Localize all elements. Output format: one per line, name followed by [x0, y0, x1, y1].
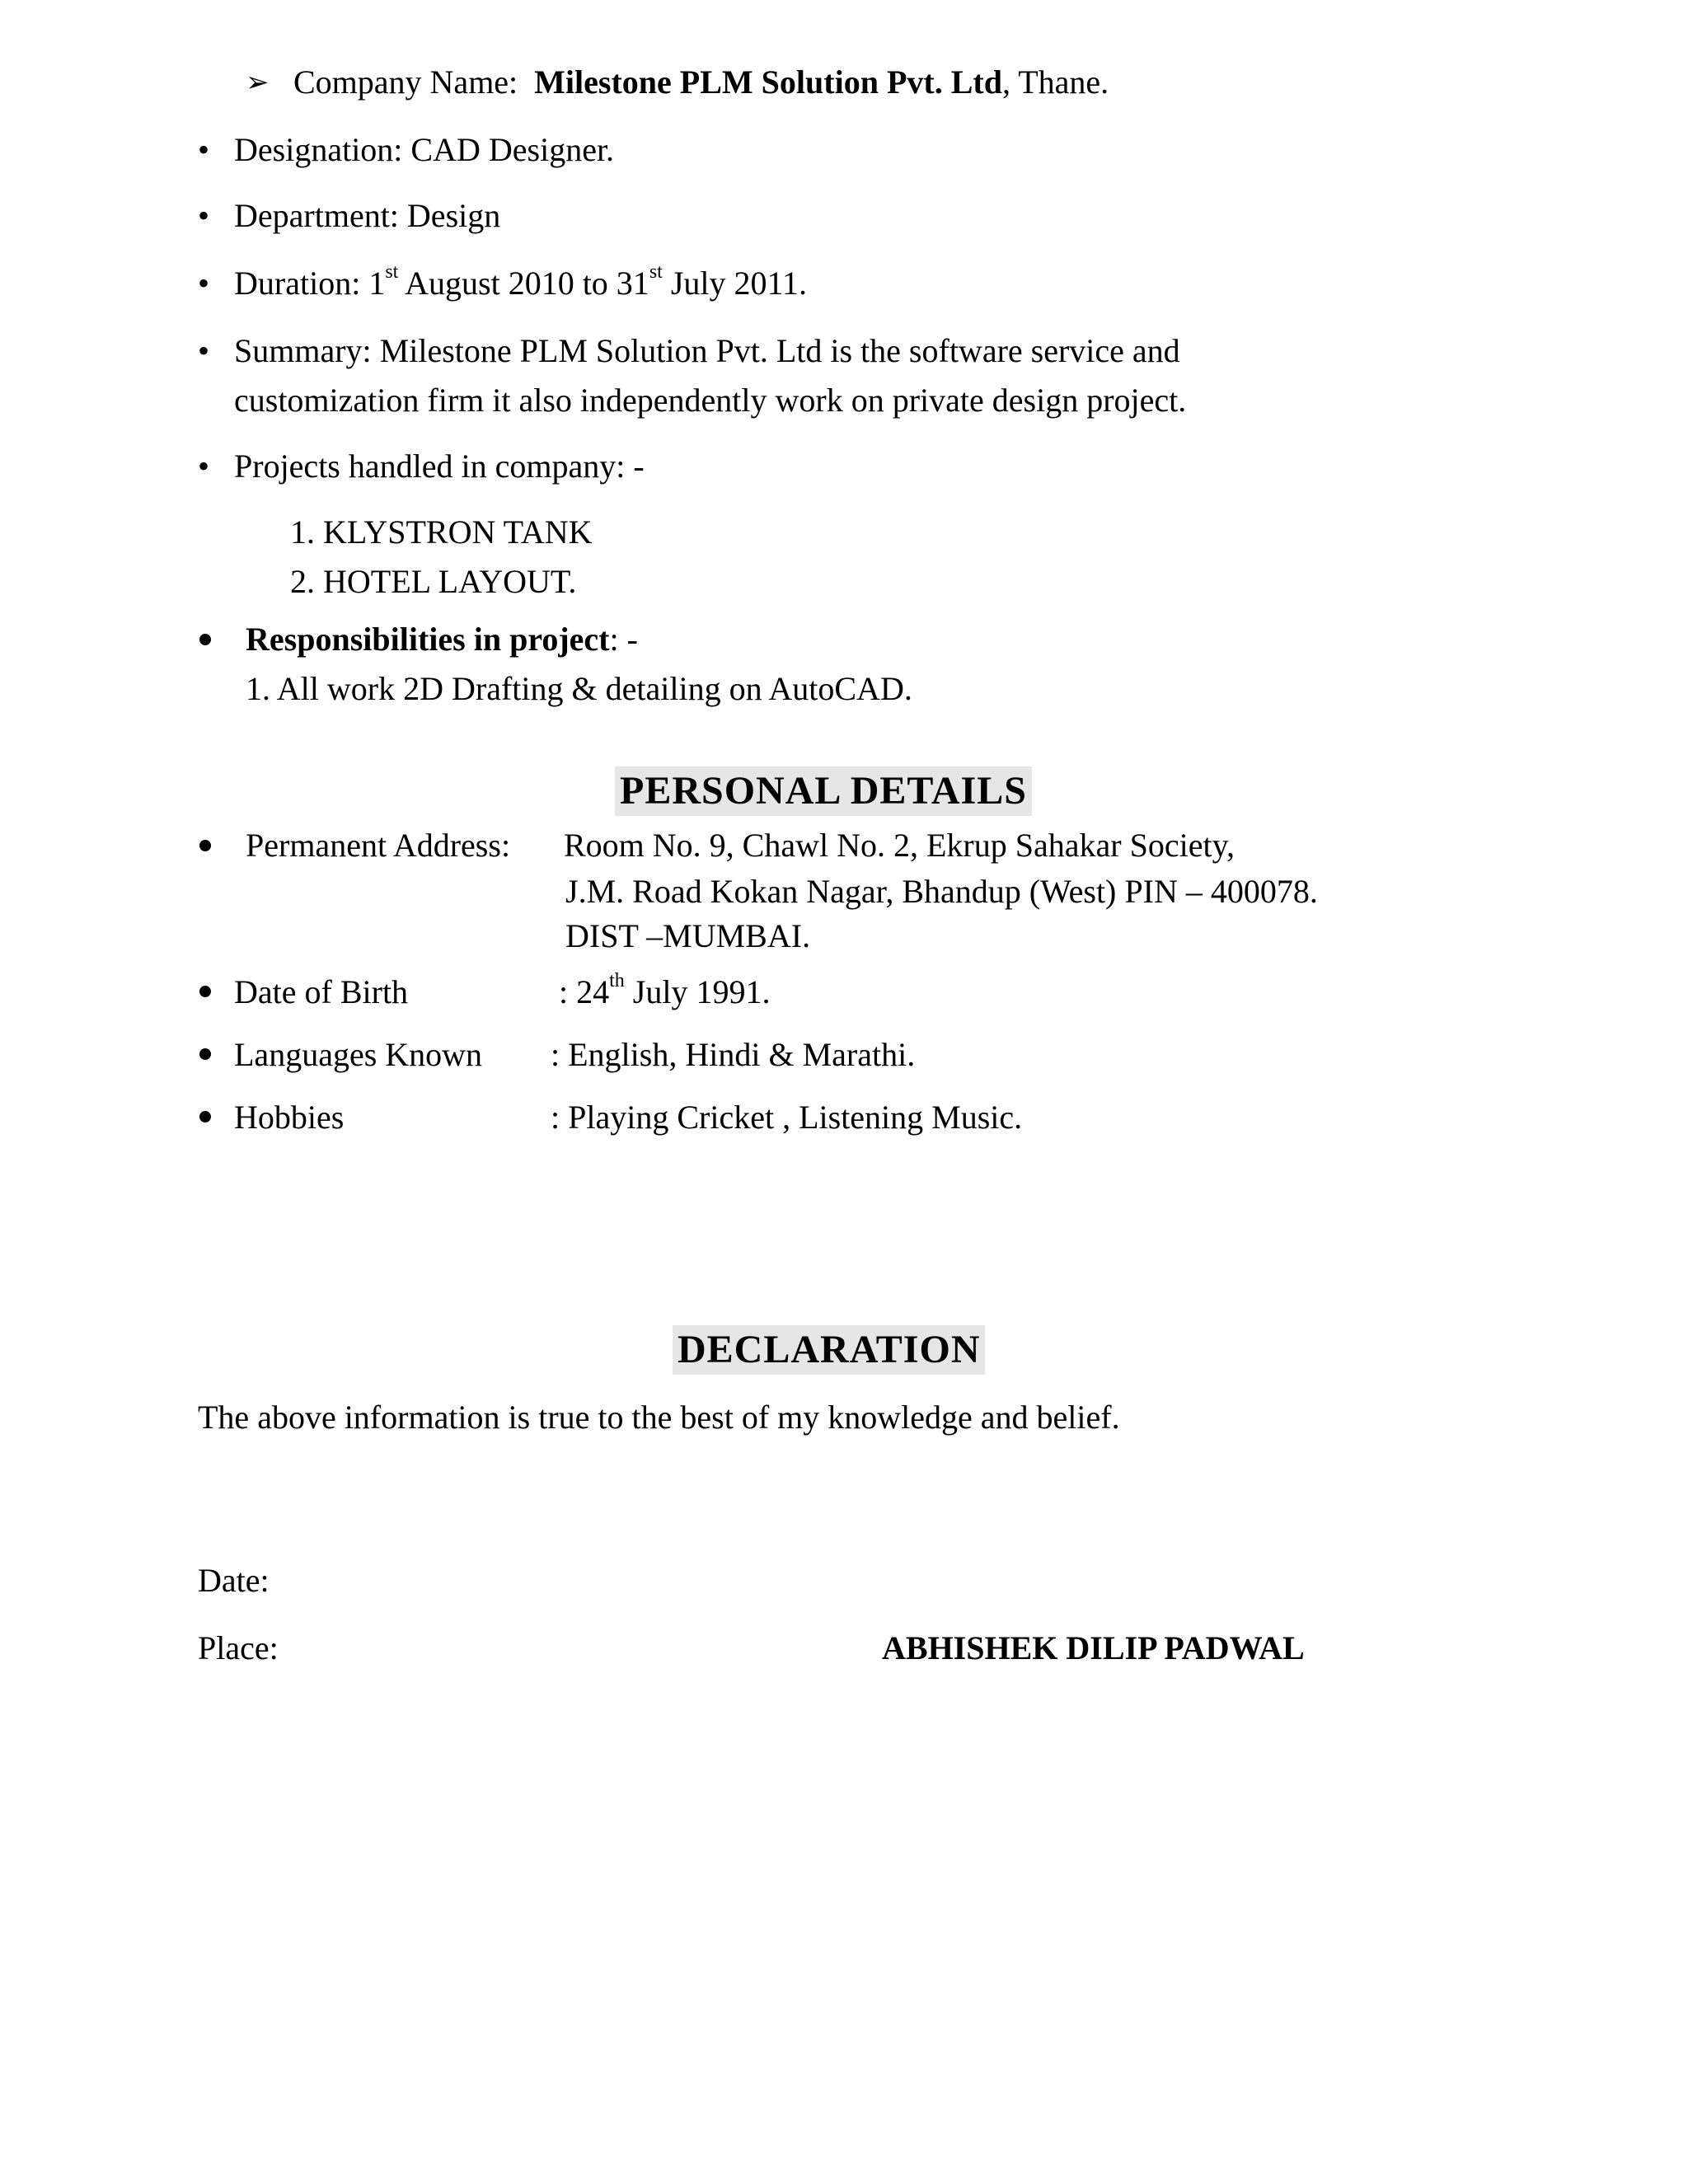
- address-line-1: Room No. 9, Chawl No. 2, Ekrup Sahakar Society,: [564, 827, 1235, 864]
- address-label: Permanent Address:: [246, 827, 511, 864]
- signature-name: ABHISHEK DILIP PADWAL: [882, 1629, 1305, 1666]
- company-name: Milestone PLM Solution Pvt. Ltd: [534, 63, 1002, 101]
- company-location: , Thane.: [1001, 63, 1109, 101]
- bullet-icon: [199, 1048, 211, 1060]
- address-line-3: DIST –MUMBAI.: [565, 917, 811, 954]
- bullet-icon: •: [198, 265, 210, 302]
- bullet-icon: [199, 840, 211, 851]
- declaration-heading: DECLARATION: [673, 1325, 985, 1375]
- project-item: 1. KLYSTRON TANK: [290, 513, 593, 551]
- arrow-bullet-icon: ➢: [246, 66, 270, 99]
- projects-heading: Projects handled in company: -: [234, 448, 645, 485]
- bullet-icon: [199, 986, 211, 997]
- company-label: Company Name:: [293, 63, 518, 101]
- duration: Duration: 1st August 2010 to 31st July 2011.: [234, 260, 808, 302]
- bullet-icon: [199, 1111, 211, 1122]
- bullet-icon: •: [198, 197, 210, 234]
- personal-details-heading: PERSONAL DETAILS: [615, 766, 1032, 816]
- project-item: 2. HOTEL LAYOUT.: [290, 563, 577, 600]
- designation: Designation: CAD Designer.: [234, 131, 615, 168]
- dob-label: Date of Birth: [234, 973, 409, 1010]
- responsibility-item: 1. All work 2D Drafting & detailing on AutoCAD.: [246, 670, 912, 707]
- languages-label: Languages Known: [234, 1036, 483, 1073]
- languages-value: : English, Hindi & Marathi.: [551, 1036, 916, 1073]
- department: Department: Design: [234, 197, 501, 234]
- hobbies-label: Hobbies: [234, 1099, 345, 1136]
- bullet-icon: •: [198, 332, 210, 369]
- declaration-text: The above information is true to the best of my knowledge and belief.: [198, 1399, 1120, 1436]
- company-line: [293, 63, 1109, 102]
- address-line-2: J.M. Road Kokan Nagar, Bhandup (West) PIN – 400078.: [565, 873, 1318, 910]
- bullet-icon: •: [198, 131, 210, 168]
- hobbies-value: : Playing Cricket , Listening Music.: [551, 1099, 1023, 1136]
- place-label: Place:: [198, 1629, 279, 1666]
- dob-value: : 24th July 1991.: [559, 969, 771, 1010]
- responsibilities-heading: Responsibilities in project: -: [246, 621, 638, 658]
- summary-line-1: Summary: Milestone PLM Solution Pvt. Ltd is the software service and: [234, 332, 1180, 369]
- summary-line-2: customization firm it also independently work on private design project.: [234, 382, 1187, 419]
- bullet-icon: [199, 634, 211, 645]
- bullet-icon: •: [198, 448, 210, 485]
- date-label: Date:: [198, 1562, 270, 1599]
